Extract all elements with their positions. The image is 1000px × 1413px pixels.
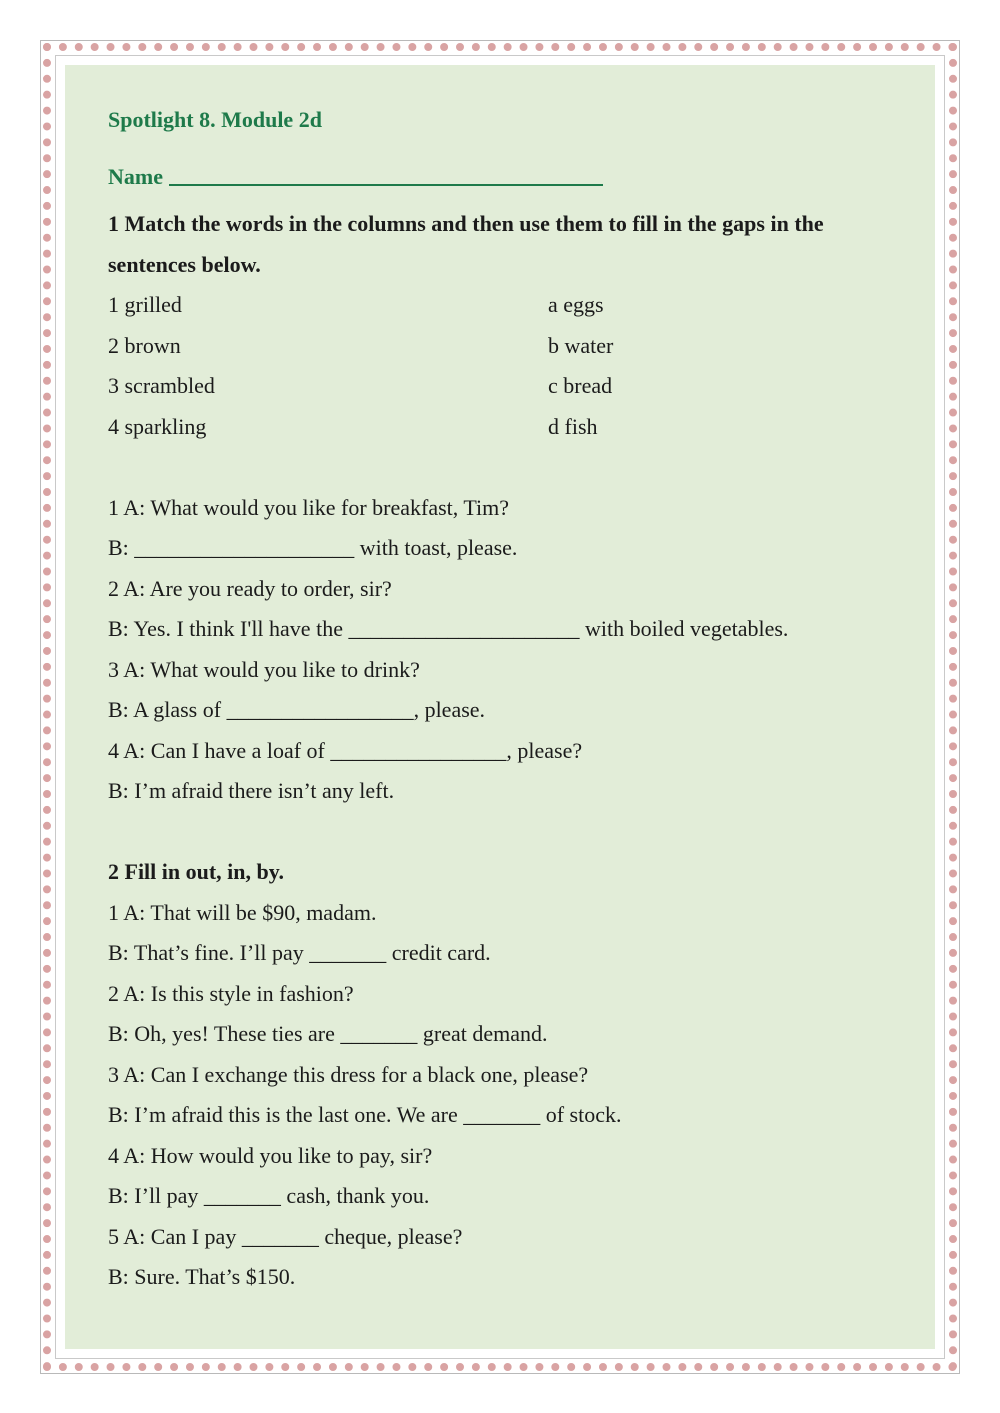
spacer xyxy=(108,812,908,853)
dialogue-line: B: I’m afraid there isn’t any left. xyxy=(108,778,395,803)
task-1 xyxy=(108,204,908,812)
dialogue-line: 1 A: That will be $90, madam. xyxy=(108,899,377,925)
match-right-item: d fish xyxy=(548,413,598,439)
dialogue-line: B: ____________________ with toast, please. xyxy=(108,535,518,560)
match-left-item: 4 sparkling xyxy=(108,413,207,439)
match-left-item: 1 grilled xyxy=(108,292,182,317)
match-left-item: 2 brown xyxy=(108,332,181,358)
match-pair xyxy=(108,326,908,367)
task-1-instruction-line-1: 1 Match the words in the columns and then use them to fill in the gaps in the xyxy=(108,211,824,236)
match-right-item: c bread xyxy=(548,373,613,398)
dialogue-line: 2 A: Is this style in fashion? xyxy=(108,980,354,1006)
dialogue-line: 4 A: How would you like to pay, sir? xyxy=(108,1142,433,1168)
worksheet-title: Spotlight 8. Module 2d xyxy=(108,107,322,132)
dialogue-line: 3 A: What would you like to drink? xyxy=(108,656,420,682)
dialogue-line: 4 A: Can I have a loaf of ________________, please? xyxy=(108,737,583,763)
match-left-item: 3 scrambled xyxy=(108,373,215,398)
worksheet-content xyxy=(108,100,908,1298)
task-1-instruction-line-2: sentences below. xyxy=(108,251,261,277)
dialogue-line: B: I’m afraid this is the last one. We are _______ of stock. xyxy=(108,1102,622,1127)
match-right-item: b water xyxy=(548,332,614,358)
dialogue-line: B: That’s fine. I’ll pay _______ credit card. xyxy=(108,940,491,965)
dialogue-line: B: Oh, yes! These ties are _______ great demand. xyxy=(108,1021,548,1046)
match-right-item: a eggs xyxy=(548,292,604,317)
match-pair xyxy=(108,285,908,326)
dialogue-line: 1 A: What would you like for breakfast, Tim? xyxy=(108,494,510,520)
match-pair xyxy=(108,407,908,448)
dialogue-line: B: A glass of _________________, please. xyxy=(108,697,486,722)
dialogue-line: 2 A: Are you ready to order, sir? xyxy=(108,575,392,601)
dialogue-line: B: Sure. That’s $150. xyxy=(108,1264,296,1289)
match-pair xyxy=(108,366,908,407)
dialogue-line: B: Yes. I think I'll have the _____________________ with boiled vegetables. xyxy=(108,616,789,641)
dialogue-line: 3 A: Can I exchange this dress for a black one, please? xyxy=(108,1061,589,1087)
spacer xyxy=(108,447,908,488)
dialogue-line: B: I’ll pay _______ cash, thank you. xyxy=(108,1183,430,1208)
name-label: Name xyxy=(108,164,163,189)
name-blank-line[interactable] xyxy=(169,162,603,186)
task-2 xyxy=(108,852,908,1298)
dialogue-line: 5 A: Can I pay _______ cheque, please? xyxy=(108,1223,463,1249)
task-2-instruction: 2 Fill in out, in, by. xyxy=(108,859,285,884)
name-field xyxy=(108,152,908,202)
